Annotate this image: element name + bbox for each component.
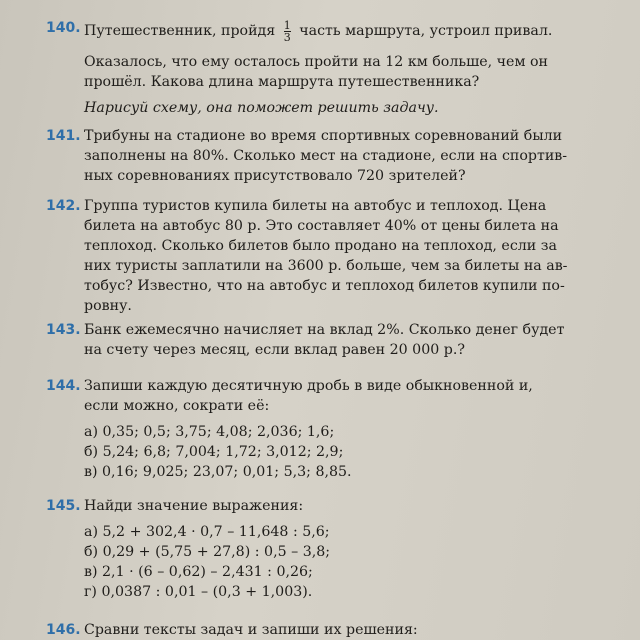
problem-145 <box>46 496 626 602</box>
problem-text-line: Запиши каждую десятичную дробь в виде обыкновенной и, <box>84 378 533 394</box>
problem-text-line: них туристы заплатили на 3600 р. больше, чем за билеты на ав- <box>84 258 568 274</box>
problem-text-line: прошёл. Какова длина маршрута путешественника? <box>84 74 480 90</box>
problem-text-line: Группа туристов купила билеты на автобус и теплоход. Цена <box>84 198 547 214</box>
problem-text-line: Сравни тексты задач и запиши их решения: <box>84 622 418 638</box>
problem-144 <box>46 376 626 482</box>
problem-text-line: на счету через месяц, если вклад равен 20 000 р.? <box>84 342 465 358</box>
problem-number: 141. <box>46 128 81 144</box>
problem-text-line: ных соревнованиях присутствовало 720 зрителей? <box>84 168 466 184</box>
problem-140 <box>46 18 626 118</box>
problem-number: 145. <box>46 498 81 514</box>
problem-number: 140. <box>46 20 81 36</box>
fraction: $\frac{1}{3}$ <box>283 18 291 44</box>
exercise-item: а) 0,35; 0,5; 3,75; 4,08; 2,036; 1,6; <box>84 424 335 440</box>
problem-text-line: Трибуны на стадионе во время спортивных соревнований были <box>84 128 563 144</box>
problem-text-line: Путешественник, пройдя $\frac{1}{3}$ часть маршрута, устроил привал. <box>84 18 553 44</box>
problem-142 <box>46 196 626 316</box>
problem-text-line: Найди значение выражения: <box>84 498 304 514</box>
problem-146 <box>46 620 626 640</box>
problem-text-line: Банк ежемесячно начисляет на вклад 2%. Сколько денег будет <box>84 322 565 338</box>
problem-number: 142. <box>46 198 81 214</box>
exercise-item: б) 0,29 + (5,75 + 27,8) : 0,5 – 3,8; <box>84 544 331 560</box>
problem-text-line: тобус? Известно, что на автобус и теплоход билетов купили по- <box>84 278 565 294</box>
problem-text-line: теплоход. Сколько билетов было продано на теплоход, если за <box>84 238 557 254</box>
problem-143 <box>46 320 626 360</box>
exercise-item: а) 5,2 + 302,4 · 0,7 – 11,648 : 5,6; <box>84 524 330 540</box>
problem-text-line: заполнены на 80%. Сколько мест на стадионе, если на спортив- <box>84 148 568 164</box>
problem-text-line: Оказалось, что ему осталось пройти на 12 км больше, чем он <box>84 54 548 70</box>
problem-141 <box>46 126 626 186</box>
problem-number: 144. <box>46 378 81 394</box>
exercise-item: в) 2,1 · (6 – 0,62) – 2,431 : 0,26; <box>84 564 313 580</box>
problem-text-line: билета на автобус 80 р. Это составляет 40% от цены билета на <box>84 218 559 234</box>
exercise-item: в) 0,16; 9,025; 23,07; 0,01; 5,3; 8,85. <box>84 464 352 480</box>
exercise-item: б) 5,24; 6,8; 7,004; 1,72; 3,012; 2,9; <box>84 444 344 460</box>
exercise-item: г) 0,0387 : 0,01 – (0,3 + 1,003). <box>84 584 313 600</box>
problem-number: 146. <box>46 622 81 638</box>
problem-hint: Нарисуй схему, она поможет решить задачу. <box>84 100 439 116</box>
problem-number: 143. <box>46 322 81 338</box>
problem-text-line: если можно, сократи её: <box>84 398 270 414</box>
problem-text-line: ровну. <box>84 298 132 314</box>
